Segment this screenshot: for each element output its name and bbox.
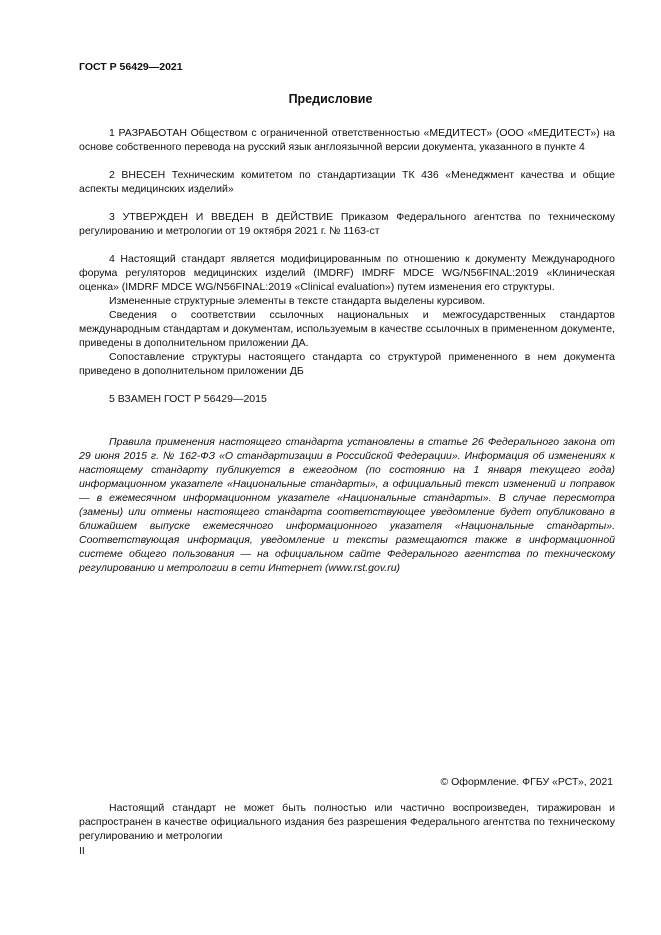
page-title: Предисловие [288, 92, 373, 106]
paragraph-italic-note: Измененные структурные элементы в тексте стандарта выделены курсивом. [109, 295, 486, 307]
paragraph-references: Сведения о соответствии ссылочных национальных и межгосударственных стандартов международным стандартам и документам, используемым в качестве ссылочных в примененном документе, приведены в дополнительном приложении ДА. [79, 309, 615, 349]
application-rules-notice: Правила применения настоящего стандарта установлены в статье 26 Федерального закона от 29 июня 2015 г. № 162-ФЗ «О стандартизации в Российской Федерации». Информация об изменениях к настоящему стандарту публикуется в ежегодном (по состоянию на 1 января текущего года) информационном указателе «Национальные стандарты», а официальный текст изменений и поправок — в ежемесячном информационном указателе «Национальные стандарты». В случае пересмотра (замены) или отмены настоящего стандарта соответствующее уведомление будет опубликовано в ближайшем выпуске ежемесячного информационного указателя «Национальные стандарты». Соответствующая информация, уведомление и тексты размещаются также в информационной системе общего пользования — на официальном сайте Федерального агентства по техническому регулированию и метрологии в сети Интернет (www.rst.gov.ru) [79, 436, 615, 574]
paragraph-approved: 3 УТВЕРЖДЕН И ВВЕДЕН В ДЕЙСТВИЕ Приказом Федерального агентства по техническому регулированию и метрологии от 19 октября 2021 г. № 1163-ст [79, 211, 615, 237]
foreword-body [79, 112, 615, 406]
copyright-notice: © Оформление. ФГБУ «РСТ», 2021 [440, 776, 613, 788]
reproduction-notice: Настоящий стандарт не может быть полностью или частично воспроизведен, тиражирован и распространен в качестве официального издания без разрешения Федерального агентства по техническому регулированию и метрологии [79, 802, 615, 842]
standard-id-header: ГОСТ Р 56429—2021 [79, 61, 183, 73]
paragraph-structure-comparison: Сопоставление структуры настоящего стандарта со структурой примененного в нем документа приведено в дополнительном приложении ДБ [79, 351, 615, 377]
page-number: II [79, 845, 85, 857]
paragraph-replaces: 5 ВЗАМЕН ГОСТ Р 56429—2015 [109, 393, 267, 405]
paragraph-submitted-by: 2 ВНЕСЕН Техническим комитетом по стандартизации ТК 436 «Менеджмент качества и общие аспекты медицинских изделий» [79, 169, 615, 195]
paragraph-developed-by: 1 РАЗРАБОТАН Обществом с ограниченной ответственностью «МЕДИТЕСТ» (ООО «МЕДИТЕСТ») на основе собственного перевода на русский язык англоязычной версии документа, указанного в пункте 4 [79, 127, 615, 153]
paragraph-modification: 4 Настоящий стандарт является модифицированным по отношению к документу Международного форума регуляторов медицинских изделий (IMDRF) IMDRF MDCE WG/N56FINAL:2019 «Клиническая оценка» (IMDRF MDCE WG/N56FINAL:2019 «Clinical evaluation») путем изменения его структуры. [79, 253, 615, 293]
